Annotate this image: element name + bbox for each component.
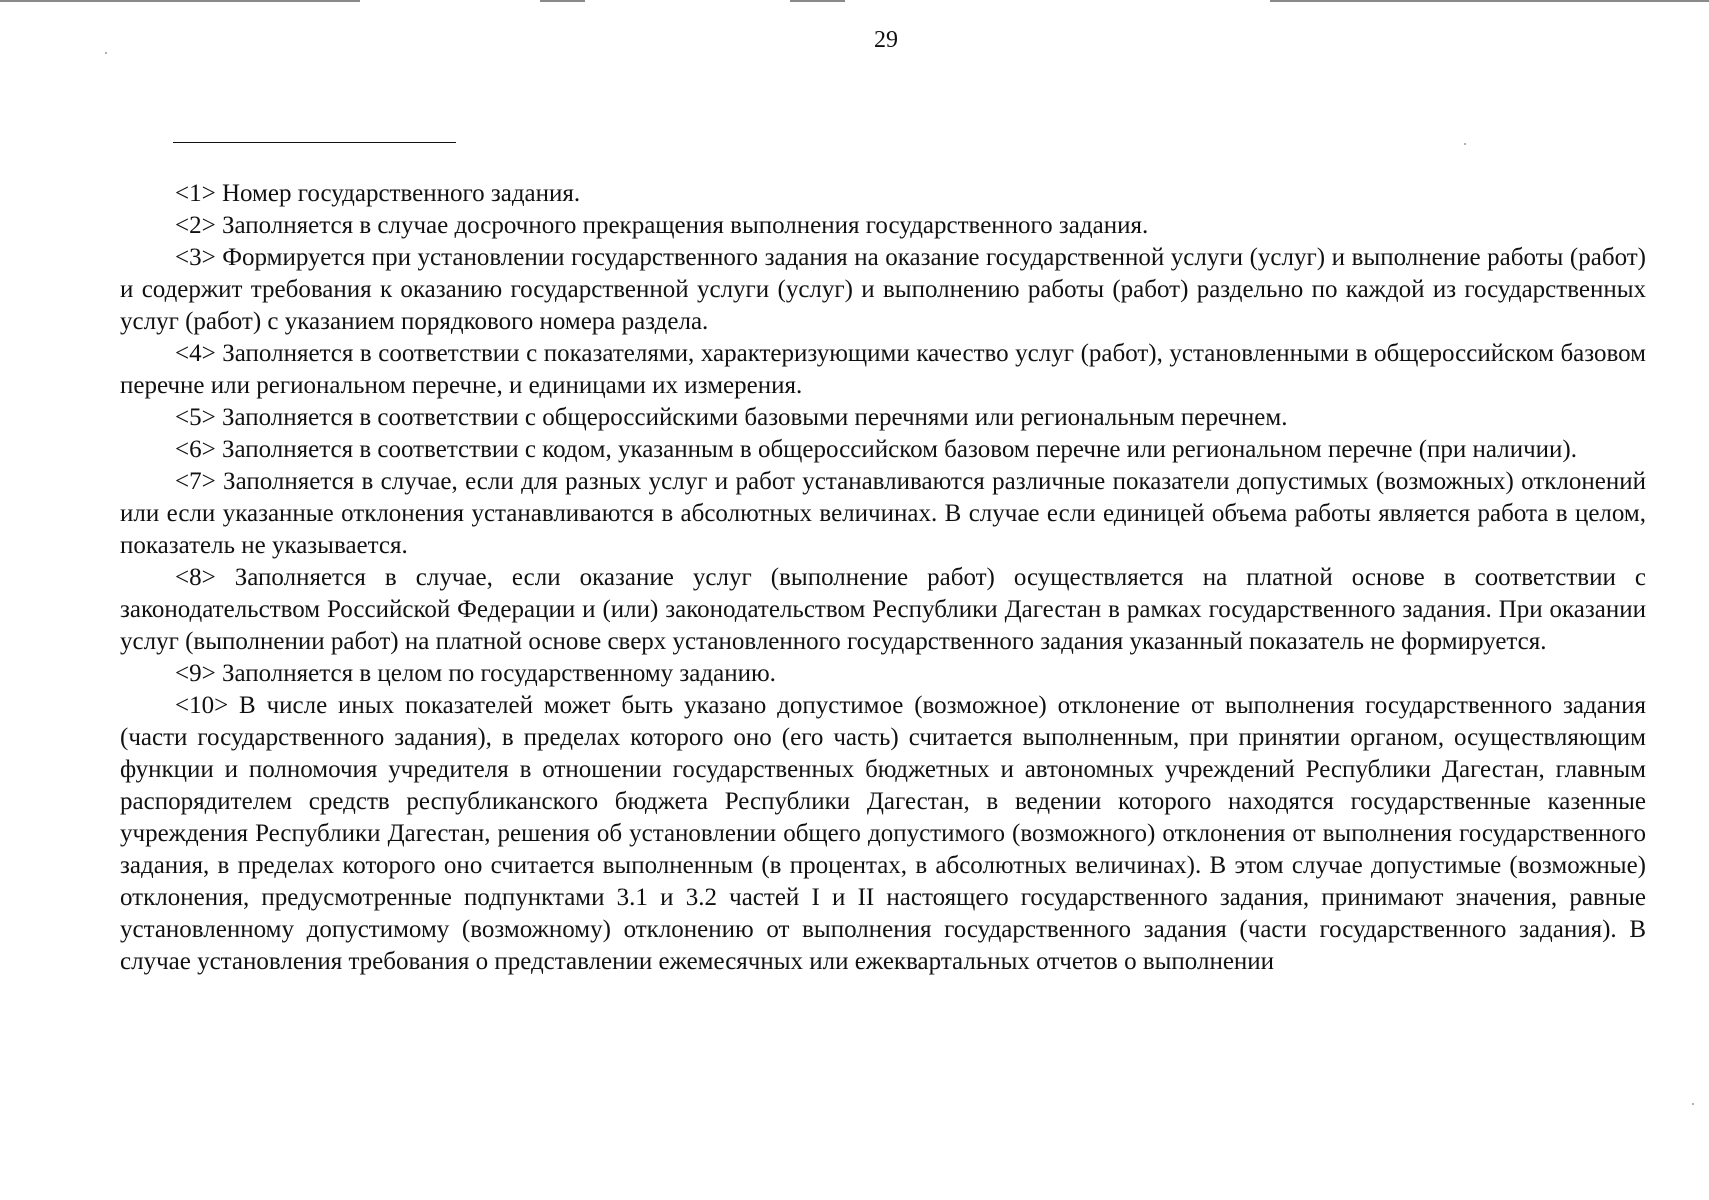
scan-mark	[1270, 0, 1709, 2]
footnote-6: <6> Заполняется в соответствии с кодом, указанным в общероссийском базовом перечне или региональном перечне (при наличии).	[175, 436, 1577, 463]
footnote-3: <3> Формируется при установлении государственного задания на оказание государственной услуги (услуг) и выполнение работы (работ) и содержит требования к оказанию государственной услуги (услуг) и выполнению работы (работ) раздельно по каждой из государственных услуг (работ) с указанием порядкового номера раздела.	[120, 244, 1646, 335]
footnote-7: <7> Заполняется в случае, если для разных услуг и работ устанавливаются различные показатели допустимых (возможных) отклонений или если указанные отклонения устанавливаются в абсолютных величинах. В случае если единицей объема работы является работа в целом, показатель не указывается.	[120, 468, 1646, 559]
footnote-9: <9> Заполняется в целом по государственному заданию.	[175, 660, 776, 687]
scan-speck	[1464, 143, 1466, 145]
scan-mark	[790, 0, 845, 2]
footnote-10: <10> В числе иных показателей может быть указано допустимое (возможное) отклонение от выполнения государственного задания (части государственного задания), в пределах которого оно (его часть) считается выполненным, при принятии органом, осуществляющим функции и полномочия учредителя в отношении государственных бюджетных и автономных учреждений Республики Дагестан, главным распорядителем средств республиканского бюджета Республики Дагестан, в ведении которого находятся государственные казенные учреждения Республики Дагестан, решения об установлении общего допустимого (возможного) отклонения от выполнения государственного задания, в пределах которого оно считается выполненным (в процентах, в абсолютных величинах). В этом случае допустимые (возможные) отклонения, предусмотренные подпунктами 3.1 и 3.2 частей I и II настоящего государственного задания, принимают значения, равные установленному допустимому (возможному) отклонению от выполнения государственного задания (части государственного задания). В случае установления требования о представлении ежемесячных или ежеквартальных отчетов о выполнении	[120, 692, 1646, 975]
scan-mark	[540, 0, 585, 2]
footnote-8: <8> Заполняется в случае, если оказание услуг (выполнение работ) осуществляется на платной основе в соответствии с законодательством Российской Федерации и (или) законодательством Республики Дагестан в рамках государственного задания. При оказании услуг (выполнении работ) на платной основе сверх установленного государственного задания указанный показатель не формируется.	[120, 564, 1646, 655]
footnote-separator-line	[173, 142, 456, 143]
page-number: 29	[874, 27, 898, 53]
footnote-2: <2> Заполняется в случае досрочного прекращения выполнения государственного задания.	[175, 212, 1149, 239]
scan-speck	[105, 52, 107, 54]
footnote-5: <5> Заполняется в соответствии с общероссийскими базовыми перечнями или региональным перечнем.	[175, 404, 1288, 431]
footnotes-block	[120, 178, 1646, 978]
footnote-1: <1> Номер государственного задания.	[175, 180, 581, 207]
footnote-4: <4> Заполняется в соответствии с показателями, характеризующими качество услуг (работ), установленными в общероссийском базовом перечне или региональном перечне, и единицами их измерения.	[120, 340, 1646, 399]
scan-speck	[1692, 1103, 1694, 1105]
scan-mark	[0, 0, 360, 2]
